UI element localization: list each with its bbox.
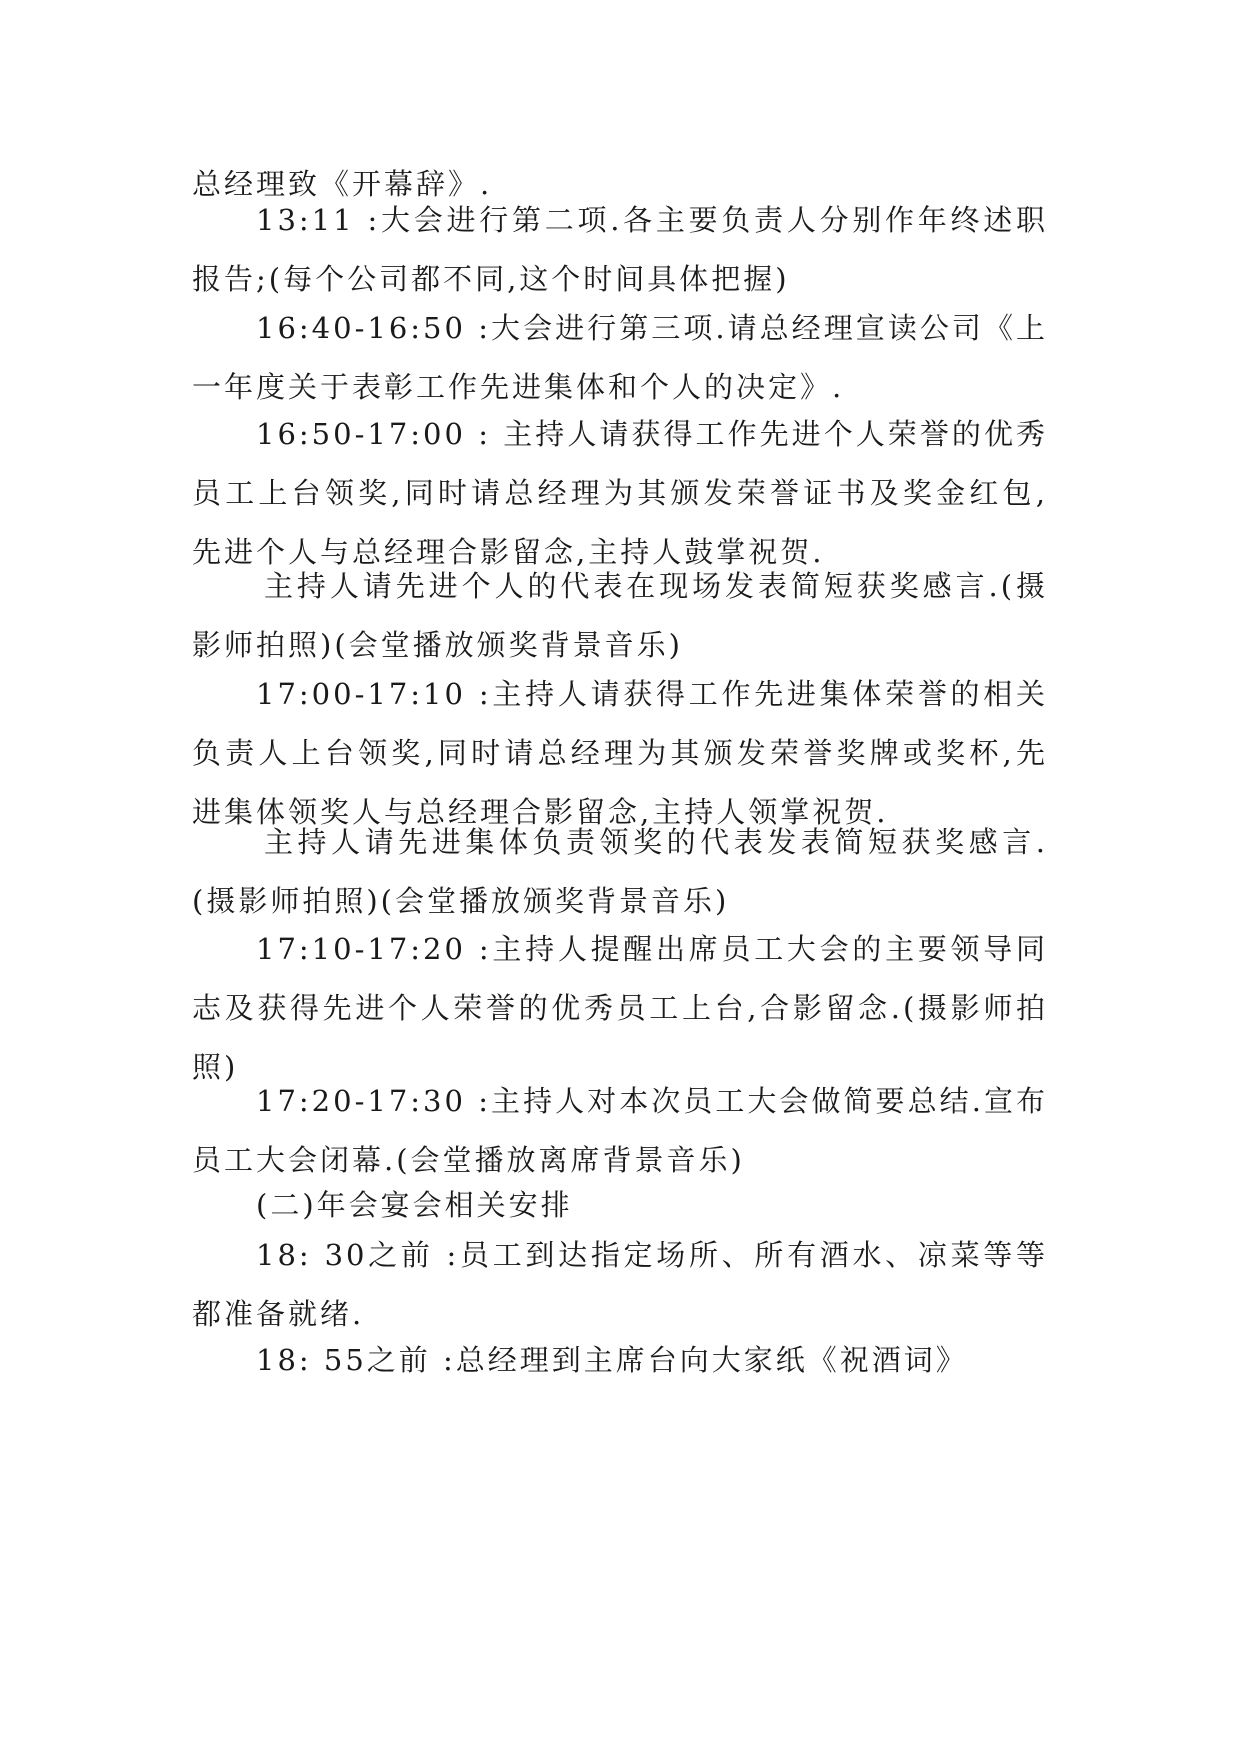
paragraph-item-1830: 18: 30之前 :员工到达指定场所、所有酒水、凉菜等等都准备就绪. — [192, 1238, 1048, 1331]
paragraph-individual-speech: 主持人请先进个人的代表在现场发表简短获奖感言.(摄影师拍照)(会堂播放颁奖背景音乐) — [192, 569, 1048, 662]
paragraph-item-1720: 17:20-17:30 :主持人对本次员工大会做简要总结.宣布员工大会闭幕.(会堂播放离席背景音乐) — [192, 1084, 1048, 1177]
paragraph-item-1700: 17:00-17:10 :主持人请获得工作先进集体荣誉的相关负责人上台领奖,同时请总经理为其颁发荣誉奖牌或奖杯,先进集体领奖人与总经理合影留念,主持人领掌祝贺. — [192, 677, 1048, 829]
paragraph-item-1311: 13:11 :大会进行第二项.各主要负责人分别作年终述职报告;(每个公司都不同,这个时间具体把握) — [192, 203, 1048, 296]
paragraph-item-1650: 16:50-17:00 : 主持人请获得工作先进个人荣誉的优秀员工上台领奖,同时请总经理为其颁发荣誉证书及奖金红包,先进个人与总经理合影留念,主持人鼓掌祝贺. — [192, 417, 1048, 569]
paragraph-item-1640: 16:40-16:50 :大会进行第三项.请总经理宣读公司《上一年度关于表彰工作先进集体和个人的决定》. — [192, 311, 1048, 404]
paragraph-group-speech: 主持人请先进集体负责领奖的代表发表简短获奖感言.(摄影师拍照)(会堂播放颁奖背景音乐) — [192, 825, 1048, 918]
paragraph-item-1710: 17:10-17:20 :主持人提醒出席员工大会的主要领导同志及获得先进个人荣誉的优秀员工上台,合影留念.(摄影师拍照) — [192, 932, 1048, 1084]
paragraph-opening-speech: 总经理致《开幕辞》. — [192, 167, 493, 201]
paragraph-item-1855: 18: 55之前 :总经理到主席台向大家纸《祝酒词》 — [256, 1343, 968, 1377]
section-heading-banquet: (二)年会宴会相关安排 — [256, 1188, 573, 1222]
